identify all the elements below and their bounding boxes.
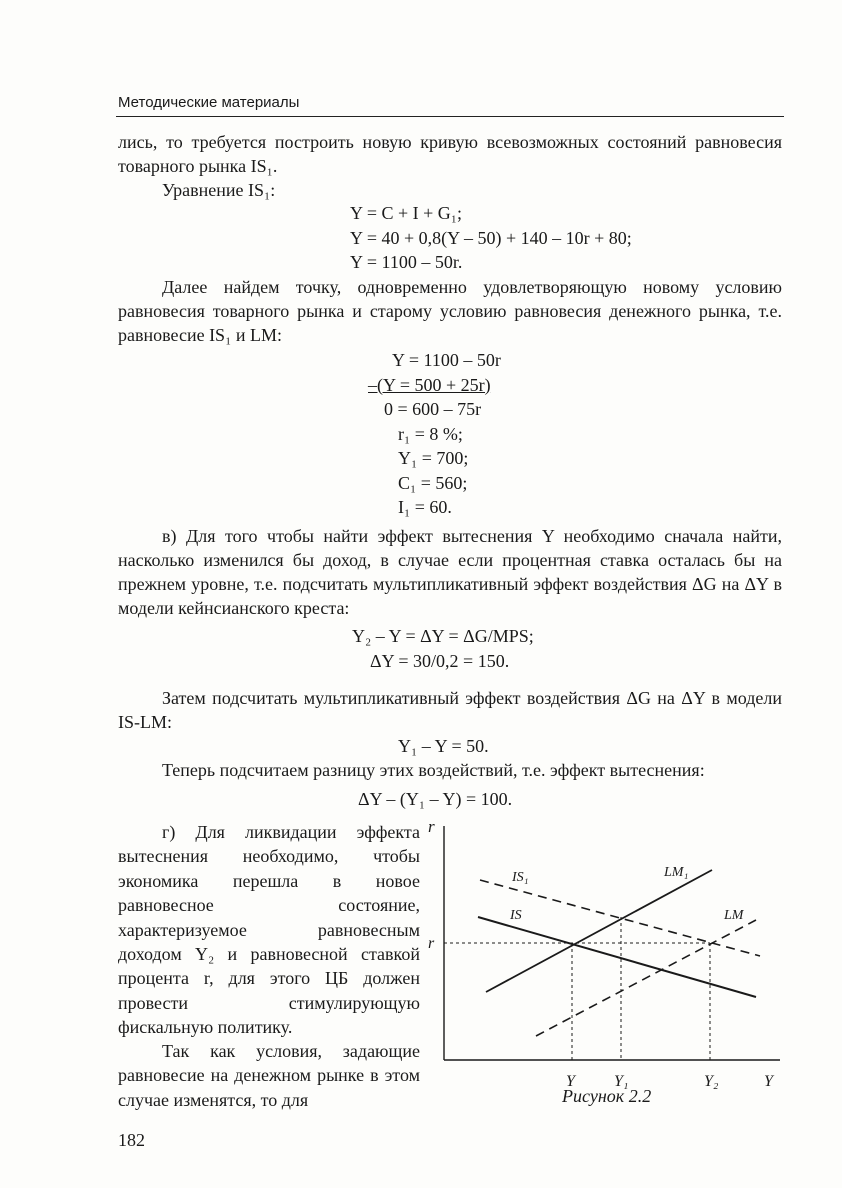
header-rule	[116, 116, 784, 117]
cross-equations	[352, 624, 534, 673]
equation-line: Y₁ = 700;	[398, 448, 469, 468]
is-curve	[478, 917, 756, 997]
equation-line: Y = 1100 – 50r	[392, 350, 501, 370]
y-tick: Y	[566, 1073, 575, 1090]
part-v-paragraph: в) Для того чтобы найти эффект вытеснения Y необходимо сначала найти, насколько изменился бы доход, в случае если процентная ставка осталась бы на прежнем уровне, т.е. подсчитать мультипликативный эффект воздействия ΔG на ΔY в модели кейнсианского креста:	[118, 526, 782, 618]
lm-curve	[536, 920, 756, 1036]
equation-line-subtracted: –(Y = 500 + 25r)	[368, 374, 491, 395]
is1-heading: Уравнение IS₁:	[162, 180, 276, 200]
r-level-label: r	[428, 935, 435, 952]
then-paragraph: Затем подсчитать мультипликативный эффект воздействия ΔG на ΔY в модели IS-LM:	[118, 688, 782, 732]
equation-line: r₁ = 8 %;	[398, 423, 463, 444]
lm1-label: LM₁	[664, 865, 689, 880]
is-label: IS	[510, 908, 522, 923]
islm-figure	[428, 818, 798, 1114]
equation-line: ΔY = 30/0,2 = 150.	[370, 650, 510, 671]
system-equations	[368, 348, 501, 520]
next-point-paragraph: Далее найдем точку, одновременно удовлетворяющую новому условию равновесия товарного рынка и старому условию равновесия денежного рынка, т.е. равновесие IS₁ и LM:	[118, 277, 782, 345]
equation-line: Y₂ – Y = ΔY = ΔG/MPS;	[352, 626, 534, 646]
figure-caption: Рисунок 2.2	[562, 1086, 652, 1106]
since-paragraph: Так как условия, задающие равновесие на денежном рынке в этом случае изменятся, то для	[118, 1041, 420, 1110]
equation-line: C₁ = 560;	[398, 472, 468, 493]
is1-equations	[350, 201, 632, 275]
y-axis-label: r	[428, 818, 435, 836]
islm-diagram	[428, 818, 798, 1114]
is1-curve	[480, 880, 760, 956]
equation-line: Y = 40 + 0,8(Y – 50) + 140 – 10r + 80;	[350, 227, 632, 248]
is1-label: IS₁	[512, 870, 529, 885]
x-axis-label: Y	[764, 1073, 773, 1090]
lm-label: LM	[724, 908, 744, 923]
intro-paragraph: лись, то требуется построить новую кривую всевозможных состояний равновесия товарного рынка IS₁.	[118, 132, 782, 176]
equation-line: 0 = 600 – 75r	[384, 399, 482, 419]
islm-equation: Y₁ – Y = 50.	[398, 736, 489, 756]
page-number: 182	[118, 1130, 145, 1150]
y2-tick: Y₂	[704, 1073, 719, 1090]
y1-tick: Y₁	[614, 1073, 629, 1090]
equation-line: Y = 1100 – 50r.	[350, 252, 463, 272]
crowding-equation: ΔY – (Y₁ – Y) = 100.	[358, 789, 513, 809]
now-paragraph: Теперь подсчитаем разницу этих воздействий, т.е. эффект вытеснения:	[162, 760, 705, 780]
equation-line: Y = C + I + G₁;	[350, 203, 463, 223]
running-header: Методические материалы	[118, 94, 300, 111]
part-g-paragraph: г) Для ликвидации эффекта вытеснения необходимо, чтобы экономика перешла в новое равновесное состояние, характеризуемое равновесным доходом Y₂ и равновесной ставкой процента r, для этого ЦБ должен провести стимулирующую фискальную политику.	[118, 822, 420, 1038]
equation-line: I₁ = 60.	[398, 497, 452, 517]
